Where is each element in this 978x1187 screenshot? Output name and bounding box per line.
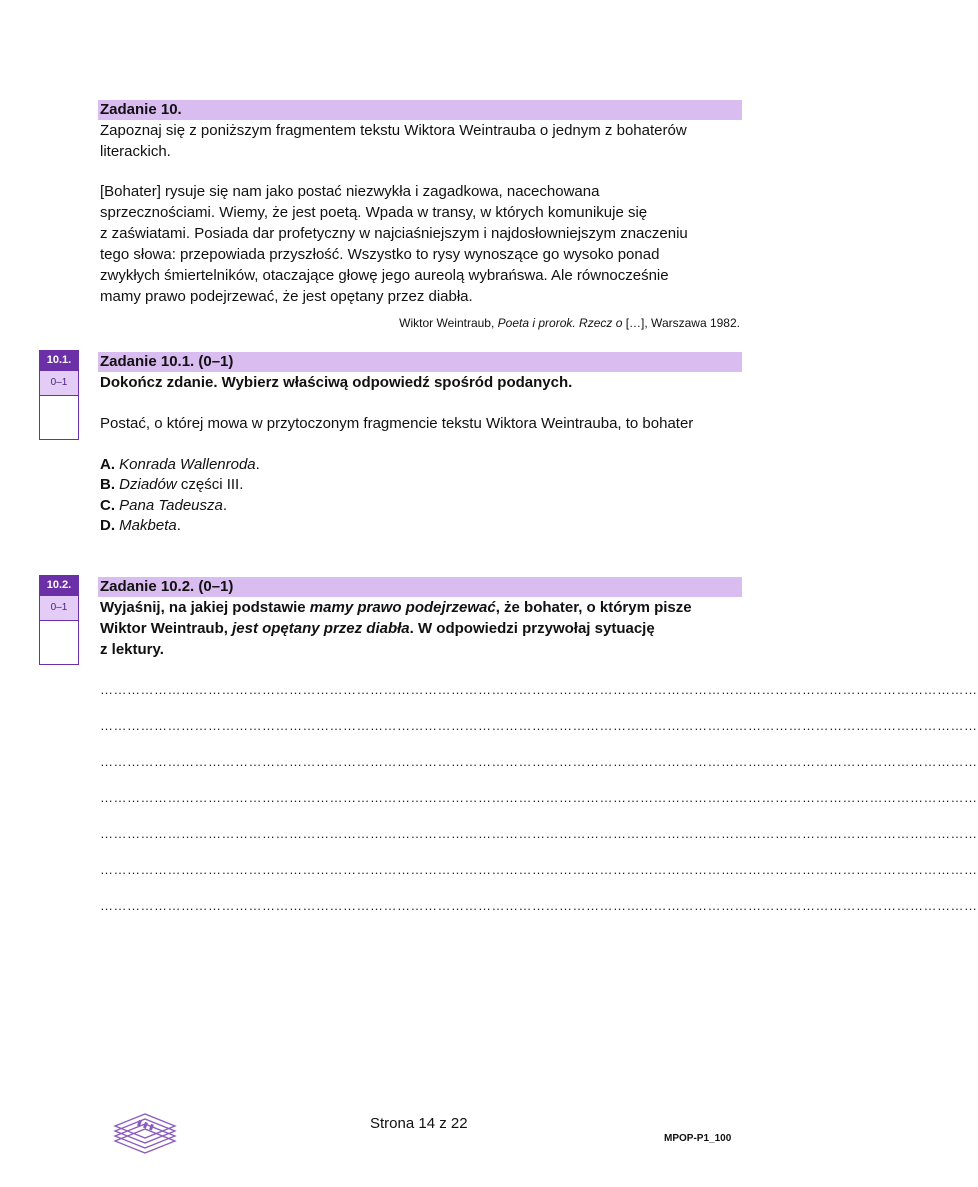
answer-line[interactable]: …………………………………………………………………………………………………………………………………………………………………………… [100,790,978,805]
quote-line: [Bohater] rysuje się nam jako postać niezwykła i zagadkowa, nacechowana [100,183,600,200]
quote-source [399,315,740,331]
answer-line[interactable]: …………………………………………………………………………………………………………………………………………………………………………… [100,754,978,769]
cke-logo-icon [110,1107,180,1159]
option-rest: . [255,456,260,473]
source-author: Wiktor Weintraub, [399,316,498,330]
question-text: , że bohater, o którym pisze [495,599,692,616]
answer-line[interactable]: …………………………………………………………………………………………………………………………………………………………………………… [100,826,978,841]
quote-line: z zaświatami. Posiada dar profetyczny w najciaśniejszym i najdosłowniejszym znaczeniu [100,225,688,242]
source-rest: […], Warszawa 1982. [622,316,740,330]
option-letter: D. [100,517,115,534]
points-badge: 0–1 [39,596,79,621]
task-10-2-score-box [39,575,79,665]
option-title: Makbeta [119,517,177,534]
answer-line[interactable]: …………………………………………………………………………………………………………………………………………………………………………… [100,682,978,697]
source-title: Poeta i prorok. Rzecz o [497,316,623,330]
option-title: Dziadów [119,476,177,493]
points-badge: 0–1 [39,371,79,396]
option-title: Pana Tadeusza [119,497,223,514]
question-text: Wiktor Weintraub, [100,620,233,637]
task-10-2-header: Zadanie 10.2. (0–1) [98,577,742,597]
quote-line: tego słowa: przepowiada przyszłość. Wszystko to rysy wynoszące go wysoko ponad [100,246,660,263]
question-emphasis: jest opętany przez diabła [232,620,410,637]
option-rest: . [222,497,228,514]
answer-line[interactable]: …………………………………………………………………………………………………………………………………………………………………………… [100,718,978,733]
question-emphasis: mamy prawo podejrzewać [309,599,496,616]
option-a[interactable] [100,454,260,475]
task-10-header: Zadanie 10. [98,100,742,120]
option-letter: B. [100,476,115,493]
document-code: MPOP-P1_100 [664,1133,732,1144]
task-10-2-question-line2 [100,618,655,639]
task-10-1-score-box [39,350,79,440]
quote-line: mamy prawo podejrzewać, że jest opętany przez diabła. [100,288,473,305]
answer-line[interactable]: …………………………………………………………………………………………………………………………………………………………………………… [100,862,978,877]
task-10-2-question-line3: z lektury. [100,641,164,658]
quote-line: sprzecznościami. Wiemy, że jest poetą. Wpada w transy, w których komunikuje się [100,204,648,221]
option-c[interactable] [100,495,227,516]
option-letter: A. [100,456,115,473]
question-text: Wyjaśnij, na jakiej podstawie [100,599,310,616]
task-number-badge: 10.2. [39,575,79,596]
answer-line[interactable]: …………………………………………………………………………………………………………………………………………………………………………… [100,898,978,913]
score-entry-box[interactable] [39,621,79,665]
task-10-1-instruction: Dokończ zdanie. Wybierz właściwą odpowiedź spośród podanych. [100,374,573,391]
task-10-1-stem: Postać, o której mowa w przytoczonym fragmencie tekstu Wiktora Weintrauba, to bohater [100,415,694,432]
task-10-intro-line1: Zapoznaj się z poniższym fragmentem tekstu Wiktora Weintrauba o jednym z bohaterów [100,122,687,139]
option-d[interactable] [100,515,181,536]
question-text: . W odpowiedzi przywołaj sytuację [409,620,655,637]
option-title: Konrada Wallenroda [119,456,256,473]
score-entry-box[interactable] [39,396,79,440]
task-10-intro-line2: literackich. [100,143,171,160]
task-10-2-question-line1 [100,597,692,618]
option-letter: C. [100,497,115,514]
page-number: Strona 14 z 22 [370,1115,468,1132]
task-number-badge: 10.1. [39,350,79,371]
option-rest: . [176,517,181,534]
option-b[interactable] [100,474,243,495]
option-rest: części III. [176,476,244,493]
quote-line: zwykłych śmiertelników, otaczające głowę jego aureolą wybrańswa. Ale równocześnie [100,267,669,284]
task-10-1-header: Zadanie 10.1. (0–1) [98,352,742,372]
